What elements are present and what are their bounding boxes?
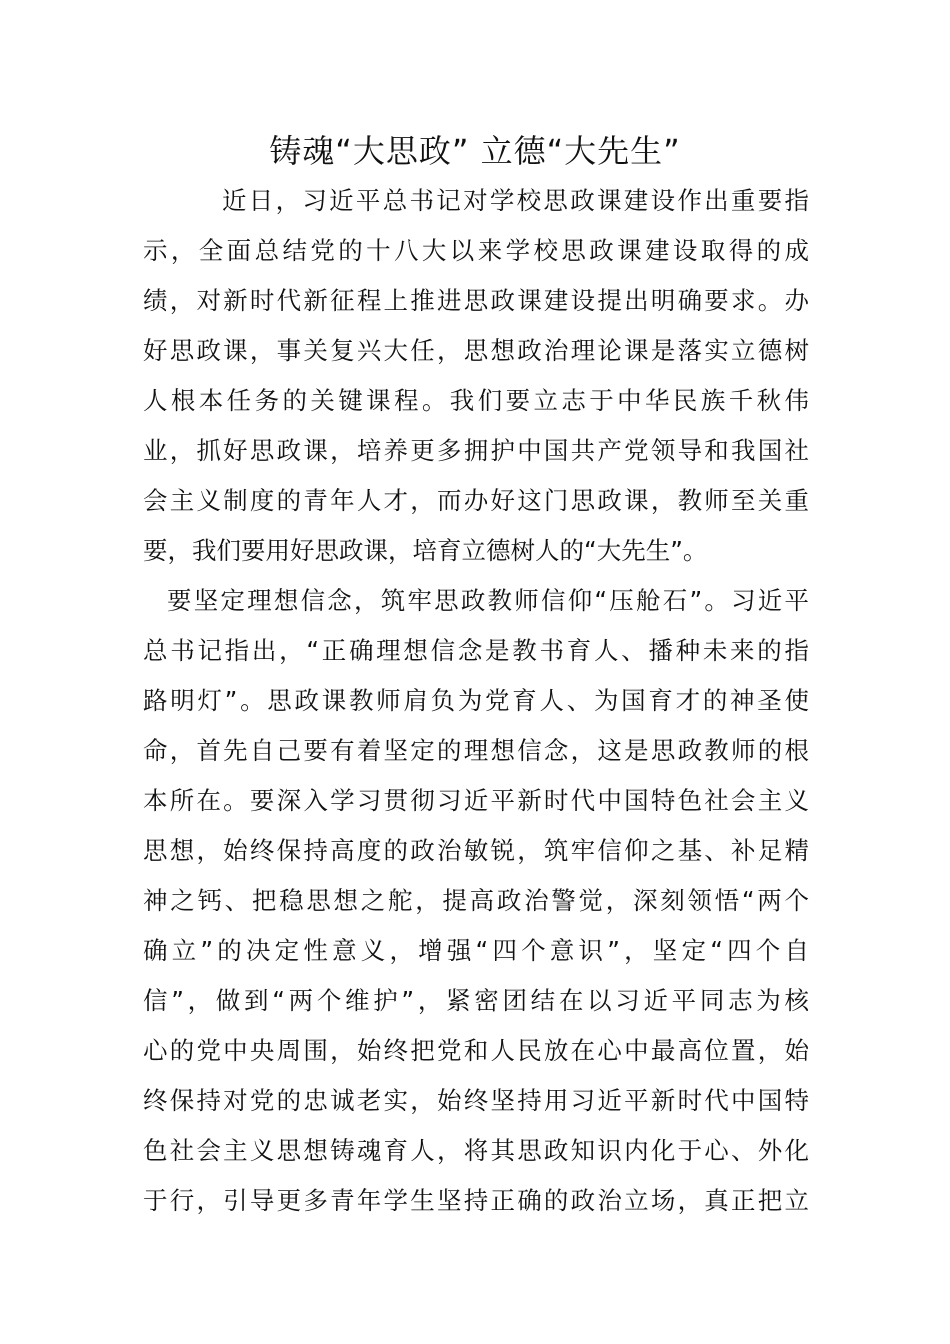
paragraph-1-line-3: 绩，对新时代新征程上推进思政课建设提出明确要求。办	[143, 286, 809, 315]
paragraph-2-line-4: 命，首先自己要有着坚定的理想信念，这是思政教师的根	[143, 736, 809, 765]
paragraph-2-line-7: 神之钙、把稳思想之舵，提高政治警觉，深刻领悟“两个	[143, 886, 809, 915]
paragraph-2-line-1: 要坚定理想信念，筑牢思政教师信仰“压舱石”。习近平	[167, 586, 809, 615]
paragraph-2-line-12: 色社会主义思想铸魂育人，将其思政知识内化于心、外化	[143, 1136, 809, 1165]
paragraph-1-line-2: 示，全面总结党的十八大以来学校思政课建设取得的成	[143, 236, 809, 265]
paragraph-2-line-3: 路明灯”。思政课教师肩负为党育人、为国育才的神圣使	[143, 686, 809, 715]
paragraph-2-line-10: 心的党中央周围，始终把党和人民放在心中最高位置，始	[143, 1036, 809, 1065]
paragraph-1-line-1: 近日，习近平总书记对学校思政课建设作出重要指	[222, 186, 809, 215]
paragraph-1-line-4: 好思政课，事关复兴大任，思想政治理论课是落实立德树	[143, 336, 809, 365]
document-body	[143, 176, 809, 1226]
paragraph-2-line-11: 终保持对党的忠诚老实，始终坚持用习近平新时代中国特	[143, 1086, 809, 1115]
paragraph-1-line-7: 会主义制度的青年人才，而办好这门思政课，教师至关重	[143, 486, 809, 515]
paragraph-2-line-5: 本所在。要深入学习贯彻习近平新时代中国特色社会主义	[143, 786, 809, 815]
paragraph-1-line-5: 人根本任务的关键课程。我们要立志于中华民族千秋伟	[143, 386, 809, 415]
paragraph-2-line-6: 思想，始终保持高度的政治敏锐，筑牢信仰之基、补足精	[143, 836, 809, 865]
paragraph-1-line-8: 要，我们要用好思政课，培育立德树人的“大先生”。	[143, 536, 708, 565]
document-title: 铸魂“大思政” 立德“大先生”	[269, 132, 681, 170]
paragraph-1-line-6: 业，抓好思政课，培养更多拥护中国共产党领导和我国社	[143, 436, 809, 465]
paragraph-2-line-13: 于行，引导更多青年学生坚持正确的政治立场，真正把立	[143, 1186, 809, 1215]
paragraph-2-line-9: 信”，做到“两个维护”，紧密团结在以习近平同志为核	[143, 986, 809, 1015]
paragraph-2-line-8: 确立”的决定性意义，增强“四个意识”，坚定“四个自	[143, 936, 809, 965]
paragraph-2-line-2: 总书记指出，“正确理想信念是教书育人、播种未来的指	[143, 636, 809, 665]
